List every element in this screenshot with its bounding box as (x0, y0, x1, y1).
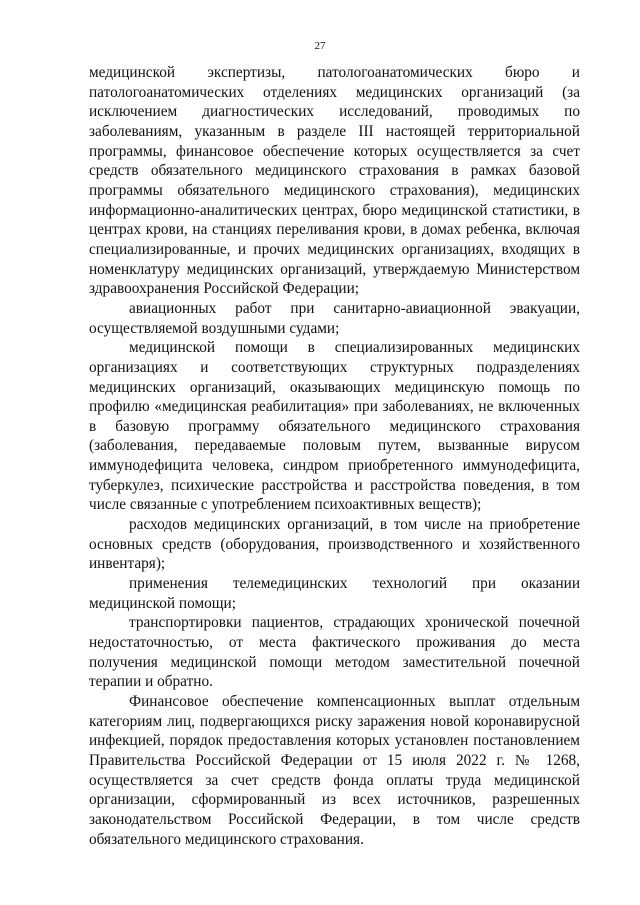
page-number: 27 (314, 40, 326, 52)
paragraph-continuation: медицинской экспертизы, патологоанатомических бюро и патологоанатомических отделениях медицинских организаций (за исключением диагностических исследований, проводимых по заболеваниям, указанным в разделе III настоящей территориальной программы, финансовое обеспечение которых осуществляется за счет средств обязательного медицинского страхования в рамках базовой программы обязательного медицинского страхования), медицинских информационно-аналитических центрах, бюро медицинской статистики, в центрах крови, на станциях переливания крови, в домах ребенка, включая специализированные, и прочих медицинских организациях, входящих в номенклатуру медицинских организаций, утверждаемую Министерством здравоохранения Российской Федерации; (89, 64, 580, 298)
paragraph-compensation-payments: Финансовое обеспечение компенсационных выплат отдельным категориям лиц, подвергающихся риску заражения новой коронавирусной инфекцией, порядок предоставления которых установлен постановлением Правительства Российской Федерации от 15 июля 2022 г. № 1268, осуществляется за счет средств фонда оплаты труда медицинской организации, сформированный из всех источников, разрешенных законодательством Российской Федерации, в том числе средств обязательного медицинского страхования. (89, 693, 580, 848)
paragraph-organization-expenses: расходов медицинских организаций, в том числе на приобретение основных средств (оборудования, производственного и хозяйственного инвентаря); (89, 516, 580, 573)
paragraph-telemedicine: применения телемедицинских технологий при оказании медицинской помощи; (89, 575, 580, 612)
paragraph-patient-transport: транспортировки пациентов, страдающих хронической почечной недостаточностью, от места фактического проживания до места получения медицинской помощи методом заместительной почечной терапии и обратно. (89, 614, 580, 691)
paragraph-specialized-care: медицинской помощи в специализированных медицинских организациях и соответствующих структурных подразделениях медицинских организаций, оказывающих медицинскую помощь по профилю «медицинская реабилитация» при заболеваниях, не включенных в базовую программу обязательного медицинского страхования (заболевания, передаваемые половым путем, вызванные вирусом иммунодефицита человека, синдром приобретенного иммунодефицита, туберкулез, психические расстройства и расстройства поведения, в том числе связанные с употреблением психоактивных веществ); (89, 339, 580, 514)
document-body (89, 63, 580, 849)
paragraph-aviation-works: авиационных работ при санитарно-авиационной эвакуации, осуществляемой воздушными судами; (89, 299, 580, 337)
